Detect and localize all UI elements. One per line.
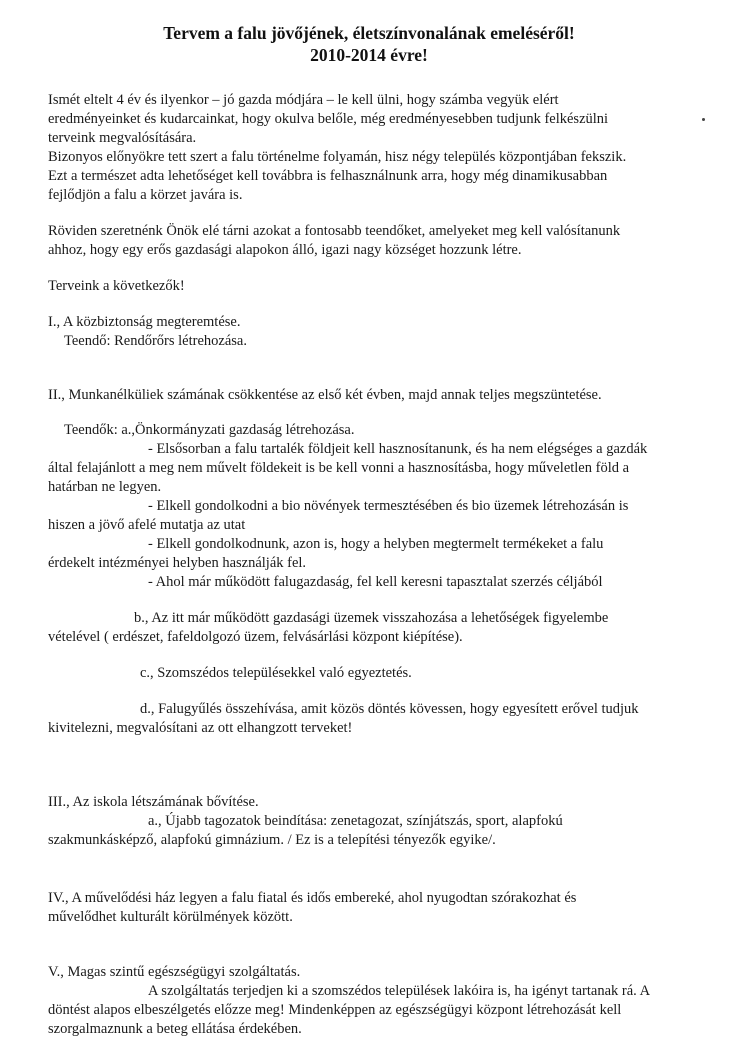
section-2-a-line: - Elsősorban a falu tartalék földjeit kell hasznosítanunk, és ha nem elégséges a gazdák [148, 441, 648, 457]
intro-line: Ezt a természet adta lehetőséget kell továbbra is felhasználnunk arra, hogy még dinamikusabban [48, 168, 608, 184]
section-4-line: IV., A művelődési ház legyen a falu fiatal és idős embereké, ahol nyugodtan szórakozhat és [48, 890, 577, 906]
section-3-line: szakmunkásképző, alapfokú gimnázium. / Ez is a telepítési tényezők egyike/. [48, 832, 496, 848]
paragraph-line: ahhoz, hogy egy erős gazdasági alapokon álló, igazi nagy községet hozzunk létre. [48, 242, 522, 258]
section-2-a-line: által felajánlott a meg nem művelt földekeit is be kell vonni a hasznosításba, hogy műveletlen föld a [48, 460, 630, 476]
document-title-line-1: Tervem a falu jövőjének, életszínvonalának emeléséről! [163, 23, 575, 43]
section-2-d-line: d., Falugyűlés összehívása, amit közös döntés kövessen, hogy egyesített erővel tudjuk [140, 701, 639, 717]
section-5-line: A szolgáltatás terjedjen ki a szomszédos települések lakóira is, ha igényt tartanak rá. A [148, 983, 651, 999]
intro-line: eredményeinket és kudarcainkat, hogy okulva belőle, még eredményesebben tudjunk felkészülni [48, 111, 609, 127]
section-2-a-line: határban ne legyen. [48, 479, 162, 495]
section-2-b-line: b., Az itt már működött gazdasági üzemek visszahozása a lehetőségek figyelembe [134, 610, 609, 626]
section-5-line: szorgalmaznunk a beteg ellátása érdekében. [48, 1021, 302, 1037]
section-2-c-line: c., Szomszédos településekkel való egyeztetés. [140, 665, 412, 681]
section-5-heading: V., Magas szintű egészségügyi szolgáltatás. [48, 964, 301, 980]
section-2-heading: II., Munkanélküliek számának csökkentése az első két évben, majd annak teljes megszüntetése. [48, 387, 602, 403]
section-5-line: döntést alapos elbeszélgetés előzze meg! Mindenképpen az egészségügyi központ létrehozását kell [48, 1002, 622, 1018]
section-2-a-title: Teendők: a.,Önkormányzati gazdaság létrehozása. [64, 422, 355, 438]
section-2-b-line: vételével ( erdészet, fafeldolgozó üzem, felvásárlási központ kiépítése). [48, 629, 463, 645]
paragraph-line: Röviden szeretnénk Önök elé tárni azokat a fontosabb teendőket, amelyeket meg kell valósítanunk [48, 223, 621, 239]
section-3-line: a., Újabb tagozatok beindítása: zenetagozat, színjátszás, sport, alapfokú [148, 813, 563, 829]
section-2-a-line: - Ahol már működött falugazdaság, fel kell keresni tapasztalat szerzés céljából [148, 574, 603, 590]
section-3-heading: III., Az iskola létszámának bővítése. [48, 794, 259, 810]
intro-line: fejlődjön a falu a körzet javára is. [48, 187, 243, 203]
plans-heading: Terveink a következők! [48, 278, 185, 294]
intro-line: Ismét eltelt 4 év és ilyenkor – jó gazda módjára – le kell ülni, hogy számba vegyük elért [48, 92, 559, 108]
section-2-a-line: - Elkell gondolkodni a bio növények termesztésében és bio üzemek létrehozásán is [148, 498, 629, 514]
section-2-a-line: hiszen a jövő afelé mutatja az utat [48, 517, 246, 533]
scan-speck [702, 118, 705, 121]
section-1-heading: I., A közbiztonság megteremtése. [48, 314, 241, 330]
section-4-line: művelődhet kulturált körülmények között. [48, 909, 293, 925]
section-1-task: Teendő: Rendőrőrs létrehozása. [64, 333, 247, 349]
intro-line: Bizonyos előnyökre tett szert a falu történelme folyamán, hisz négy település központjában fekszik. [48, 149, 627, 165]
intro-line: terveink megvalósítására. [48, 130, 197, 146]
section-2-d-line: kivitelezni, megvalósítani az ott elhangzott terveket! [48, 720, 353, 736]
document-title-line-2: 2010-2014 évre! [310, 45, 428, 65]
section-2-a-line: érdekelt intézményei helyben használják fel. [48, 555, 307, 571]
section-2-a-line: - Elkell gondolkodnunk, azon is, hogy a helyben megtermelt termékeket a falu [148, 536, 604, 552]
